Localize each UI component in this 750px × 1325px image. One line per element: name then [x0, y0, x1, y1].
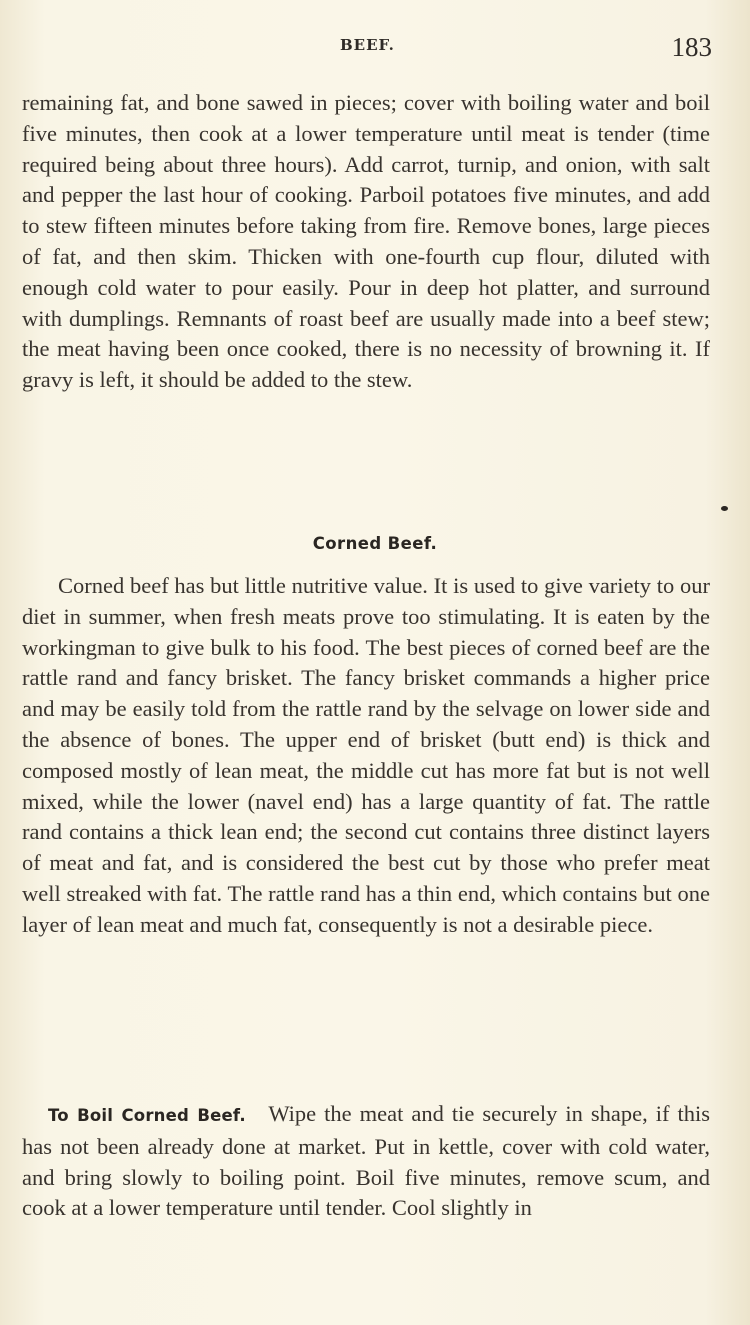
recipe-paragraph — [22, 1099, 710, 1224]
section-heading: Corned Beef. — [312, 534, 438, 553]
running-head: BEEF. — [340, 36, 395, 54]
recipe-title: To Boil Corned Beef. — [48, 1106, 246, 1125]
corned-beef-paragraph: Corned beef has but little nutritive value. It is used to give variety to our diet in summer, when fresh meats prove too stimulating. It is eaten by the workingman to give bulk to his food. The best pieces of corned beef are the rattle rand and fancy brisket. The fancy brisket commands a higher price and may be easily told from the rattle rand by the selvage on lower side and the absence of bones. The upper end of brisket (butt end) is thick and composed mostly of lean meat, the middle cut has more fat but is not well mixed, while the lower (navel end) has a large quantity of fat. The rattle rand contains a thick lean end; the second cut contains three distinct layers of meat and fat, and is considered the best cut by those who prefer meat well streaked with fat. The rattle rand has a thin end, which contains but one layer of lean meat and much fat, consequently is not a desirable piece. — [22, 573, 710, 937]
recipe-text: Wipe the meat and tie securely in shape, if this has not been already done at market. Put in kettle, cover with cold water, and bring slowly to boiling point. Boil five minutes, remove scum, and cook at a lower temperature until tender. Cool slightly in — [22, 1101, 710, 1221]
ink-speck — [721, 506, 728, 511]
page-number: 183 — [671, 32, 712, 62]
continuation-paragraph: remaining fat, and bone sawed in pieces; cover with boiling water and boil five minutes, then cook at a lower temperature until meat is tender (time required being about three hours). Add carrot, turnip, and onion, with salt and pepper the last hour of cooking. Parboil potatoes five minutes, and add to stew fifteen minutes before taking from fire. Remove bones, large pieces of fat, and then skim. Thicken with one-fourth cup flour, diluted with enough cold water to pour easily. Pour in deep hot platter, and surround with dumplings. Remnants of roast beef are usually made into a beef stew; the meat having been once cooked, there is no necessity of browning it. If gravy is left, it should be added to the stew. — [22, 90, 710, 393]
